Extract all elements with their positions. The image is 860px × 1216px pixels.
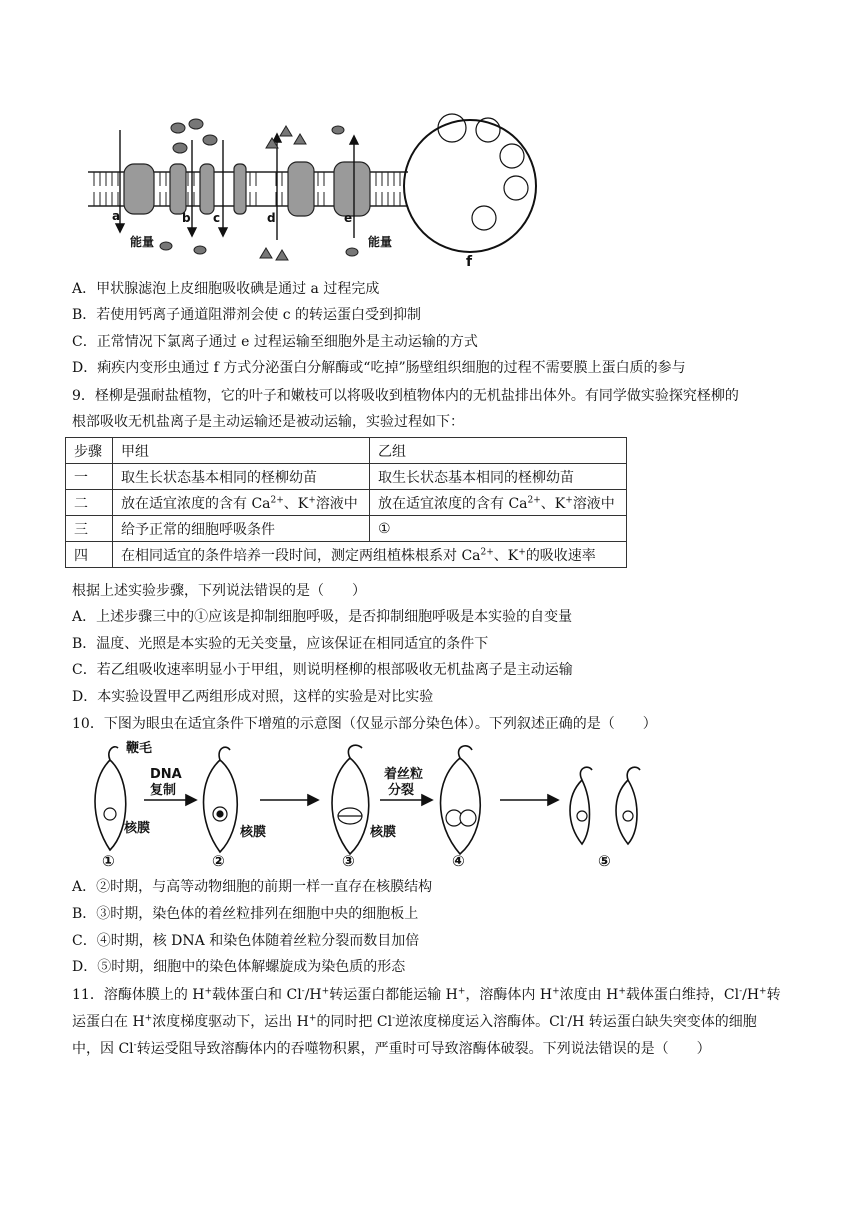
table-header: 步骤 — [66, 438, 113, 464]
text: 转运蛋白都能运输 H — [329, 987, 458, 1003]
q8-option-c: C．正常情况下氯离子通过 e 过程运输至细胞外是主动运输的方式 — [72, 334, 478, 350]
table-header-row — [66, 438, 627, 464]
cell-text: 放在适宜浓度的含有 Ca — [378, 495, 528, 512]
cell-text: 溶液中 — [315, 495, 358, 512]
label-d: d — [267, 211, 276, 225]
table-cell: 给予正常的细胞呼吸条件 — [113, 516, 370, 542]
table-cell: 取生长状态基本相同的柽柳幼苗 — [113, 464, 370, 490]
superscript: - — [301, 986, 305, 997]
superscript: + — [618, 986, 626, 997]
table-cell — [113, 542, 627, 568]
cell-text: 溶液中 — [572, 495, 615, 512]
q9-stem-line1: 9．柽柳是强耐盐植物，它的叶子和嫩枝可以将吸收到植物体内的无机盐排出体外。有同学做实验探究柽柳的 — [72, 388, 739, 404]
q10-option-d: D．⑤时期，细胞中的染色体解螺旋成为染色质的形态 — [72, 959, 406, 975]
energy-label-a: 能量 — [130, 235, 155, 249]
euglena-division-figure — [80, 740, 680, 870]
text: /H — [304, 987, 322, 1003]
experiment-table — [65, 437, 627, 568]
superscript: - — [133, 1040, 137, 1051]
stage-1: ① — [102, 852, 115, 870]
text: 载体蛋白维持，Cl — [625, 987, 740, 1003]
text: ，溶酶体内 H — [465, 987, 553, 1003]
label-b: b — [182, 211, 191, 225]
text: 浓度梯度驱动下，运出 H — [152, 1014, 309, 1030]
q9-option-c: C．若乙组吸收速率明显小于甲组，则说明柽柳的根部吸收无机盐离子是主动运输 — [72, 662, 573, 678]
superscript: + — [204, 986, 213, 997]
figure1-labels — [112, 209, 473, 270]
cell-text: 放在适宜浓度的含有 Ca — [121, 495, 271, 512]
table-cell: 四 — [66, 542, 113, 568]
superscript: + — [552, 986, 560, 997]
q9-question: 根据上述实验步骤，下列说法错误的是（ ） — [72, 583, 366, 599]
text: 浓度由 H — [559, 987, 619, 1003]
table-row — [66, 516, 627, 542]
superscript: + — [565, 494, 573, 505]
membrane-label-3: 核膜 — [370, 825, 397, 840]
q9-option-a: A．上述步骤三中的①应该是抑制细胞呼吸，是否抑制细胞呼吸是本实验的自变量 — [72, 609, 573, 625]
superscript: - — [392, 1013, 396, 1024]
table-cell: 取生长状态基本相同的柽柳幼苗 — [370, 464, 627, 490]
q8-option-a: A．甲状腺滤泡上皮细胞吸收碘是通过 a 过程完成 — [72, 281, 380, 297]
text: 转运受阻导致溶酶体内的吞噬物积累，严重时可导致溶酶体破裂。下列说法错误的是（ ） — [136, 1041, 711, 1057]
text: 的同时把 Cl — [316, 1014, 393, 1030]
superscript: + — [321, 986, 330, 997]
superscript: 2+ — [270, 494, 284, 505]
superscript: + — [759, 986, 767, 997]
text: 中，因 Cl — [72, 1041, 134, 1057]
q10-stem: 10．下图为眼虫在适宜条件下增殖的示意图（仅显示部分染色体）。下列叙述正确的是（ ） — [72, 716, 657, 732]
transport-proteins — [124, 162, 370, 216]
split-label: 分裂 — [388, 783, 415, 798]
cell-text: 的吸收速率 — [525, 547, 596, 564]
text: 运蛋白在 H — [72, 1014, 145, 1030]
process-arrows — [144, 795, 558, 805]
solute-particles — [160, 119, 358, 260]
table-cell — [113, 490, 370, 516]
q8-option-d: D．痢疾内变形虫通过 f 方式分泌蛋白分解酶或“吃掉”肠壁组织细胞的过程不需要膜上蛋白质的参与 — [72, 360, 686, 376]
label-f: f — [466, 254, 473, 270]
superscript: + — [144, 1013, 153, 1024]
superscript: + — [457, 986, 466, 997]
q9-stem-line2: 根部吸收无机盐离子是主动运输还是被动运输，实验过程如下： — [72, 414, 464, 430]
q11-stem-line1 — [72, 985, 800, 1005]
label-e: e — [344, 211, 353, 225]
cell-text: 、K — [493, 547, 519, 564]
label-c: c — [213, 211, 221, 225]
q10-option-b: B．③时期，染色体的着丝粒排列在细胞中央的细胞板上 — [72, 906, 419, 922]
label-a: a — [112, 209, 121, 223]
text: 11．溶酶体膜上的 H — [72, 987, 205, 1003]
stage-4: ④ — [452, 852, 465, 870]
dna-label: DNA — [150, 767, 182, 782]
stage-3: ③ — [342, 852, 355, 870]
table-cell: ① — [370, 516, 627, 542]
table-cell: 一 — [66, 464, 113, 490]
figure2-labels — [102, 740, 611, 870]
text: /H 转运蛋白缺失突变体的细胞 — [567, 1014, 757, 1030]
centromere-label: 着丝粒 — [384, 767, 424, 782]
table-cell — [370, 490, 627, 516]
table-row — [66, 464, 627, 490]
text: 逆浓度梯度运入溶酶体。Cl — [395, 1014, 565, 1030]
q9-option-b: B．温度、光照是本实验的无关变量，应该保证在相同适宜的条件下 — [72, 636, 489, 652]
text: 转 — [766, 987, 781, 1003]
superscript: + — [308, 494, 316, 505]
table-row — [66, 542, 627, 568]
stage-2: ② — [212, 852, 225, 870]
q9-option-d: D．本实验设置甲乙两组形成对照，这样的实验是对比实验 — [72, 689, 434, 705]
superscript: + — [308, 1013, 317, 1024]
q10-option-c: C．④时期，核 DNA 和染色体随着丝粒分裂而数目加倍 — [72, 933, 420, 949]
superscript: - — [564, 1013, 568, 1024]
table-header: 甲组 — [113, 438, 370, 464]
superscript: + — [518, 546, 526, 557]
superscript: 2+ — [527, 494, 541, 505]
superscript: - — [739, 986, 743, 997]
text: 载体蛋白和 Cl — [212, 987, 302, 1003]
q8-option-b: B．若使用钙离子通道阻滞剂会使 c 的转运蛋白受到抑制 — [72, 307, 422, 323]
q11-stem-line3 — [72, 1039, 800, 1059]
energy-label-e: 能量 — [368, 235, 393, 249]
stage-5: ⑤ — [598, 852, 611, 870]
membrane-label-2: 核膜 — [240, 825, 267, 840]
cell-text: 、K — [283, 495, 309, 512]
membrane-transport-figure — [70, 100, 540, 270]
flagellum-label: 鞭毛 — [126, 741, 153, 756]
text: /H — [742, 987, 760, 1003]
table-row — [66, 490, 627, 516]
table-header: 乙组 — [370, 438, 627, 464]
table-cell: 二 — [66, 490, 113, 516]
cell-text: 在相同适宜的条件培养一段时间，测定两组植株根系对 Ca — [121, 547, 481, 564]
membrane-label-1: 核膜 — [124, 821, 151, 836]
replication-label: 复制 — [150, 783, 177, 798]
q10-option-a: A．②时期，与高等动物细胞的前期一样一直存在核膜结构 — [72, 879, 433, 895]
vesicle-cell — [404, 114, 536, 252]
q11-stem-line2 — [72, 1012, 800, 1032]
cell-text: 、K — [540, 495, 566, 512]
table-cell: 三 — [66, 516, 113, 542]
superscript: 2+ — [480, 546, 494, 557]
